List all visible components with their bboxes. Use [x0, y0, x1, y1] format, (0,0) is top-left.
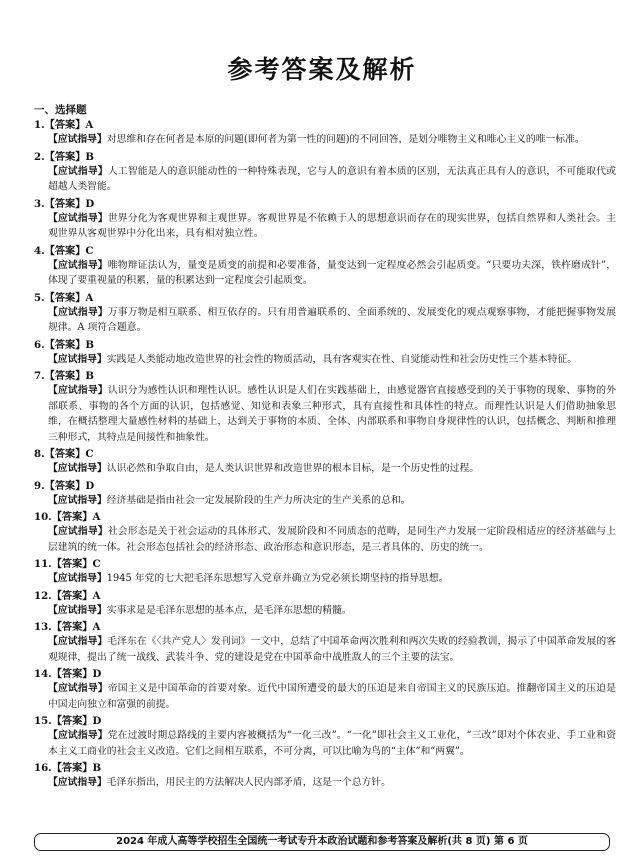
question-number: 8. [34, 448, 45, 460]
answer-text: 【答案】B [44, 370, 95, 382]
answer-item [34, 197, 616, 242]
answer-item [34, 479, 616, 509]
question-number: 7. [34, 370, 45, 382]
answer-line [34, 338, 616, 352]
guide-label: 【应试指导】 [48, 573, 107, 584]
answer-line [34, 447, 616, 461]
guide-label: 【应试指导】 [48, 306, 108, 318]
guide-paragraph [34, 524, 616, 555]
answer-line [34, 118, 616, 132]
answer-line [34, 714, 616, 728]
guide-text: 万事万物是相互联系、相互依存的。只有用普遍联系的、全面系统的、发展变化的观点观察事物，才能把握事物发展规律。A 项符合题意。 [48, 306, 617, 333]
guide-paragraph [34, 681, 616, 712]
guide-label: 【应试指导】 [48, 165, 108, 177]
answer-item [34, 557, 616, 587]
guide-paragraph [34, 775, 616, 791]
answer-line [34, 761, 616, 775]
guide-text: 认识分为感性认识和理性认识。感性认识是人们在实践基础上，由感觉器官直接感受到的关于事物的现象、事物的外部联系、事物的各个方面的认识，包括感觉、知觉和表象三种形式，具有直接性和具体性的特点。而理性认识是人们借助抽象思维，在概括整理大量感性材料的基础上，达到关于事物的本质、全体、内部联系和事物自身规律性的认识，包括概念、判断和推理三种形式，其特点是间接性和抽象性。 [48, 385, 617, 443]
question-number: 16. [34, 762, 52, 774]
answer-text: 【答案】C [44, 244, 94, 257]
guide-paragraph [34, 211, 616, 242]
guide-paragraph [34, 728, 616, 759]
guide-text: 毛泽东指出，用民主的方法解决人民内部矛盾，这是一个总方针。 [106, 777, 391, 788]
guide-text: 毛泽东在《〈共产党人〉发刊词》一文中，总结了中国革命两次胜利和两次失败的经验教训，揭示了中国革命发展的客观规律，提出了统一战线、武装斗争、党的建设是党在中国革命中战胜敌人的三个主要的法宝。 [48, 636, 616, 663]
guide-paragraph [34, 493, 616, 509]
answer-line [34, 150, 616, 164]
guide-label: 【应试指导】 [48, 636, 108, 647]
guide-paragraph [34, 258, 616, 289]
answer-text: 【答案】A [51, 511, 101, 523]
answer-line [34, 197, 616, 211]
answer-text: 【答案】B [51, 762, 102, 774]
answer-line [34, 667, 616, 681]
answer-item [34, 447, 616, 477]
answer-text: 【答案】D [51, 668, 102, 680]
question-number: 6. [34, 338, 45, 351]
guide-text: 实践是人类能动地改造世界的社会性的物质活动，具有客观实在性、自觉能动性和社会历史性三个基本特征。 [106, 353, 578, 365]
question-number: 10. [34, 511, 52, 523]
page-footer: 2024 年成人高等学校招生全国统一考试专升本政治试题和参考答案及解析(共 8 页) 第 6 页 [34, 833, 610, 851]
question-number: 3. [34, 197, 45, 210]
answer-item [34, 291, 616, 336]
guide-label: 【应试指导】 [48, 526, 108, 537]
guide-text: 帝国主义是中国革命的首要对象。近代中国所遭受的最大的压迫是来自帝国主义的民族压迫。推翻帝国主义的压迫是中国走向独立和富强的前提。 [48, 683, 617, 710]
guide-paragraph [34, 383, 616, 445]
question-number: 13. [34, 621, 52, 633]
guide-paragraph [34, 305, 616, 336]
guide-paragraph [34, 603, 616, 619]
answer-item [34, 338, 616, 368]
answer-text: 【答案】C [44, 448, 94, 460]
guide-text: 世界分化为客观世界和主观世界。客观世界是不依赖于人的思想意识而存在的现实世界，包括自然界和人类社会。主观世界从客观世界中分化出来，具有相对独立性。 [48, 212, 617, 239]
answer-list [34, 103, 616, 793]
answer-text: 【答案】B [44, 338, 95, 351]
answer-text: 【答案】D [44, 197, 95, 210]
question-number: 15. [34, 715, 52, 727]
answer-line [34, 291, 616, 305]
question-number: 2. [34, 150, 45, 163]
answer-item [34, 510, 616, 555]
guide-text: 认识必然和争取自由，是人类认识世界和改造世界的根本目标，是一个历史性的过程。 [106, 463, 480, 474]
answer-line [34, 589, 616, 603]
guide-text: 对思维和存在何者是本原的问题(即何者为第一性的问题)的不同回答，是划分唯物主义和唯心主义的唯一标准。 [106, 134, 585, 145]
answer-item [34, 244, 616, 289]
guide-label: 【应试指导】 [48, 353, 107, 365]
answer-text: 【答案】A [44, 291, 94, 304]
section-heading: 一、选择题 [34, 104, 87, 116]
guide-paragraph [34, 634, 616, 665]
guide-text: 人工智能是人的意识能动性的一种特殊表现，它与人的意识有着本质的区别，无法真正具有人的意识，不可能取代或超越人类智能。 [48, 165, 617, 192]
question-number: 4. [34, 244, 45, 257]
guide-label: 【应试指导】 [48, 604, 107, 616]
guide-paragraph [34, 461, 616, 477]
guide-label: 【应试指导】 [48, 463, 107, 474]
guide-text: 实事求是是毛泽东思想的基本点，是毛泽东思想的精髓。 [106, 604, 352, 616]
guide-paragraph [34, 164, 616, 195]
answer-item [34, 150, 616, 195]
answer-line [34, 620, 616, 634]
answer-line [34, 510, 616, 524]
answer-text: 【答案】A [51, 589, 101, 602]
answer-text: 【答案】A [44, 119, 94, 131]
question-number: 11. [34, 558, 52, 570]
answer-text: 【答案】C [51, 558, 101, 570]
guide-text: 社会形态是关于社会运动的具体形式、发展阶段和不同质态的范畴，是同生产力发展一定阶段相适应的经济基础与上层建筑的统一体。社会形态包括社会的经济形态、政治形态和意识形态，是三者具体的、历史的统一。 [48, 526, 617, 553]
question-number: 14. [34, 668, 52, 680]
guide-text: 党在过渡时期总路线的主要内容被概括为“一化三改”。“一化”即社会主义工业化，“三改”即对个体农业、手工业和资本主义工商业的社会主义改造。它们之间相互联系，不可分离，可以比喻为鸟的“主体”和“两翼”。 [48, 730, 616, 757]
answer-text: 【答案】B [44, 150, 95, 163]
guide-label: 【应试指导】 [48, 730, 108, 741]
guide-paragraph [34, 352, 616, 368]
guide-text: 唯物辩证法认为，量变是质变的前提和必要准备，量变达到一定程度必然会引起质变。“只要功夫深，铁杵磨成针”，体现了要重视量的积累，量的积累达到一定程度会引起质变。 [48, 259, 616, 286]
answer-line [34, 557, 616, 571]
guide-label: 【应试指导】 [48, 494, 107, 506]
guide-label: 【应试指导】 [48, 385, 108, 396]
guide-paragraph [34, 132, 616, 148]
guide-label: 【应试指导】 [48, 212, 108, 224]
answer-item [34, 589, 616, 619]
answer-line [34, 244, 616, 258]
answer-line [34, 479, 616, 493]
answer-item [34, 369, 616, 445]
answer-text: 【答案】A [51, 621, 101, 633]
guide-label: 【应试指导】 [48, 683, 108, 694]
answer-item [34, 620, 616, 665]
question-number: 5. [34, 291, 45, 304]
question-number: 12. [34, 589, 52, 602]
answer-item [34, 714, 616, 759]
page-title: 参考答案及解析 [227, 55, 417, 84]
question-number: 9. [34, 479, 45, 492]
answer-text: 【答案】D [44, 479, 95, 492]
guide-label: 【应试指导】 [48, 259, 108, 271]
question-number: 1. [34, 119, 45, 131]
answer-item [34, 761, 616, 791]
answer-item [34, 118, 616, 148]
answer-item [34, 667, 616, 712]
guide-text: 1945 年党的七大把毛泽东思想写入党章并确立为党必须长期坚持的指导思想。 [106, 573, 449, 584]
guide-label: 【应试指导】 [48, 134, 107, 145]
guide-paragraph [34, 571, 616, 587]
guide-label: 【应试指导】 [48, 777, 107, 788]
answer-line [34, 369, 616, 383]
answer-text: 【答案】D [51, 715, 102, 727]
guide-text: 经济基础是指由社会一定发展阶段的生产力所决定的生产关系的总和。 [106, 494, 411, 506]
